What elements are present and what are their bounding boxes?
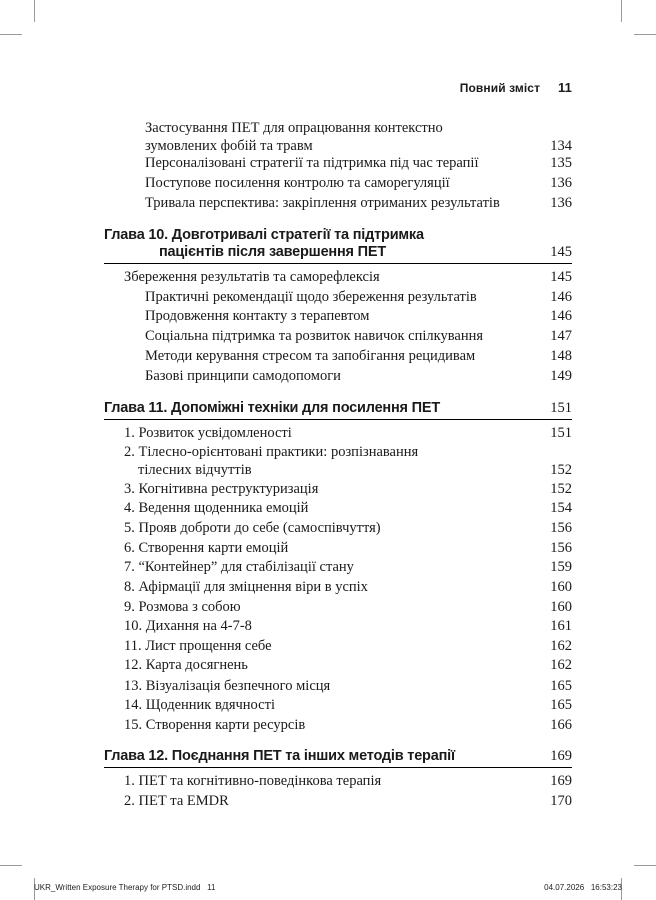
toc-entry bbox=[124, 539, 572, 557]
toc-entry-page: 147 bbox=[550, 328, 572, 344]
toc-entry bbox=[124, 443, 572, 479]
toc-entry-title: 9. Розмова з собою bbox=[124, 599, 241, 615]
toc-entry-page: 156 bbox=[550, 540, 572, 556]
toc-chapter-title: Глава 10. Довготривалі стратегії та підтримка bbox=[104, 227, 424, 243]
toc-chapter-title: Глава 12. Поєднання ПЕТ та інших методів терапії bbox=[104, 748, 455, 764]
toc-chapter-page: 145 bbox=[550, 244, 572, 260]
toc-entry bbox=[124, 558, 572, 576]
toc-entry-page: 146 bbox=[550, 308, 572, 324]
toc-entry bbox=[124, 424, 572, 442]
toc-entry-title: 10. Дихання на 4-7-8 bbox=[124, 618, 252, 634]
toc-chapter-page: 151 bbox=[550, 400, 572, 416]
toc-entry-page: 152 bbox=[550, 462, 572, 478]
toc-entry-title: 12. Карта досягнень bbox=[124, 657, 248, 673]
toc-entry-page: 151 bbox=[550, 425, 572, 441]
running-header-page-number: 11 bbox=[558, 80, 572, 95]
toc-entry-page: 170 bbox=[550, 793, 572, 809]
toc-entry-title: 2. Тілесно-орієнтовані практики: розпізнавання bbox=[124, 444, 419, 460]
toc-entry-page: 136 bbox=[550, 195, 572, 211]
toc-entry-page: 162 bbox=[550, 657, 572, 673]
toc-entry-title-continued: зумовлених фобій та травм bbox=[145, 138, 313, 154]
toc-entry-page: 166 bbox=[550, 717, 572, 733]
toc-entry bbox=[124, 677, 572, 695]
toc-entry-page: 135 bbox=[550, 155, 572, 171]
toc-entry bbox=[145, 154, 572, 172]
toc-chapter-heading bbox=[104, 400, 572, 417]
toc-chapter-title: Глава 11. Допоміжні техніки для посилення ПЕТ bbox=[104, 400, 440, 416]
toc-entry-page: 154 bbox=[550, 500, 572, 516]
toc-entry-page: 134 bbox=[550, 138, 572, 154]
toc-entry-title: 2. ПЕТ та EMDR bbox=[124, 793, 229, 809]
toc-entry-page: 161 bbox=[550, 618, 572, 634]
chapter-divider bbox=[104, 419, 572, 420]
toc-entry bbox=[124, 656, 572, 674]
toc-chapter-page: 169 bbox=[550, 748, 572, 764]
toc-entry-title: Тривала перспектива: закріплення отриманих результатів bbox=[145, 195, 500, 211]
running-header bbox=[460, 80, 572, 95]
toc-entry-title: 8. Афірмації для зміцнення віри в успіх bbox=[124, 579, 368, 595]
toc-entry-page: 165 bbox=[550, 678, 572, 694]
crop-mark bbox=[634, 34, 656, 35]
crop-mark bbox=[0, 34, 22, 35]
toc-entry-page: 149 bbox=[550, 368, 572, 384]
toc-entry-title: 1. ПЕТ та когнітивно-поведінкова терапія bbox=[124, 773, 382, 789]
crop-mark bbox=[621, 0, 622, 22]
toc-entry-title: 6. Створення карти емоцій bbox=[124, 540, 289, 556]
toc-entry-page: 146 bbox=[550, 289, 572, 305]
toc-entry-title: Застосування ПЕТ для опрацювання контекстно bbox=[145, 120, 443, 136]
toc-entry bbox=[145, 307, 572, 325]
toc-chapter-title-continued: пацієнтів після завершення ПЕТ bbox=[159, 244, 386, 260]
chapter-divider bbox=[104, 767, 572, 768]
toc-entry-title: 7. “Контейнер” для стабілізації стану bbox=[124, 559, 354, 575]
toc-entry-page: 160 bbox=[550, 599, 572, 615]
toc-entry bbox=[145, 119, 572, 155]
toc-entry bbox=[124, 480, 572, 498]
toc-entry bbox=[145, 288, 572, 306]
toc-entry bbox=[124, 598, 572, 616]
toc-entry-page: 169 bbox=[550, 773, 572, 789]
toc-entry bbox=[124, 578, 572, 596]
toc-entry-page: 165 bbox=[550, 697, 572, 713]
toc-entry-page: 159 bbox=[550, 559, 572, 575]
toc-entry-title: Персоналізовані стратегії та підтримка під час терапії bbox=[145, 155, 479, 171]
toc-entry-title: 5. Прояв доброти до себе (самоспівчуття) bbox=[124, 520, 381, 536]
crop-mark bbox=[0, 865, 22, 866]
toc-chapter-heading bbox=[104, 227, 572, 261]
toc-entry bbox=[124, 617, 572, 635]
toc-entry bbox=[145, 367, 572, 385]
toc-entry-page: 148 bbox=[550, 348, 572, 364]
toc-entry bbox=[145, 327, 572, 345]
toc-entry bbox=[124, 792, 572, 810]
toc-entry bbox=[124, 716, 572, 734]
toc-entry-page: 162 bbox=[550, 638, 572, 654]
toc-entry-title: Методи керування стресом та запобігання рецидивам bbox=[145, 348, 476, 364]
toc-entry bbox=[124, 696, 572, 714]
toc-entry-title: Поступове посилення контролю та саморегуляції bbox=[145, 175, 450, 191]
toc-entry-title: 11. Лист прощення себе bbox=[124, 638, 272, 654]
toc-section-title: Збереження результатів та саморефлексія bbox=[124, 269, 380, 285]
toc-entry-title: Продовження контакту з терапевтом bbox=[145, 308, 370, 324]
print-slug-file: UKR_Written Exposure Therapy for PTSD.indd 11 bbox=[34, 883, 216, 892]
toc-entry-title: 3. Когнітивна реструктуризація bbox=[124, 481, 319, 497]
toc-entry-page: 136 bbox=[550, 175, 572, 191]
toc-entry bbox=[145, 174, 572, 192]
toc-entry-title-continued: тілесних відчуттів bbox=[138, 462, 252, 478]
toc-entry-title: Соціальна підтримка та розвиток навичок спілкування bbox=[145, 328, 484, 344]
chapter-divider bbox=[104, 263, 572, 264]
toc-entry bbox=[124, 637, 572, 655]
toc-entry bbox=[124, 499, 572, 517]
toc-entry-title: 14. Щоденник вдячності bbox=[124, 697, 275, 713]
crop-mark bbox=[34, 0, 35, 22]
toc-entry-page: 160 bbox=[550, 579, 572, 595]
toc-entry-title: 1. Розвиток усвідомленості bbox=[124, 425, 292, 441]
toc-section bbox=[124, 268, 572, 286]
toc-entry-title: Практичні рекомендації щодо збереження результатів bbox=[145, 289, 477, 305]
toc-entry-title: 13. Візуалізація безпечного місця bbox=[124, 678, 331, 694]
crop-mark bbox=[634, 865, 656, 866]
toc-entry-title: Базові принципи самодопомоги bbox=[145, 368, 341, 384]
toc-entry-page: 152 bbox=[550, 481, 572, 497]
toc-entry bbox=[124, 519, 572, 537]
toc-entry bbox=[124, 772, 572, 790]
toc-entry-title: 4. Ведення щоденника емоцій bbox=[124, 500, 309, 516]
toc-chapter-heading bbox=[104, 748, 572, 765]
running-header-title: Повний зміст bbox=[459, 81, 541, 95]
toc-entry bbox=[145, 194, 572, 212]
toc-entry-page: 156 bbox=[550, 520, 572, 536]
print-slug-datetime: 04.07.2026 16:53:23 bbox=[544, 883, 622, 892]
toc-entry-title: 15. Створення карти ресурсів bbox=[124, 717, 306, 733]
toc-entry bbox=[145, 347, 572, 365]
toc-section-page: 145 bbox=[550, 269, 572, 285]
